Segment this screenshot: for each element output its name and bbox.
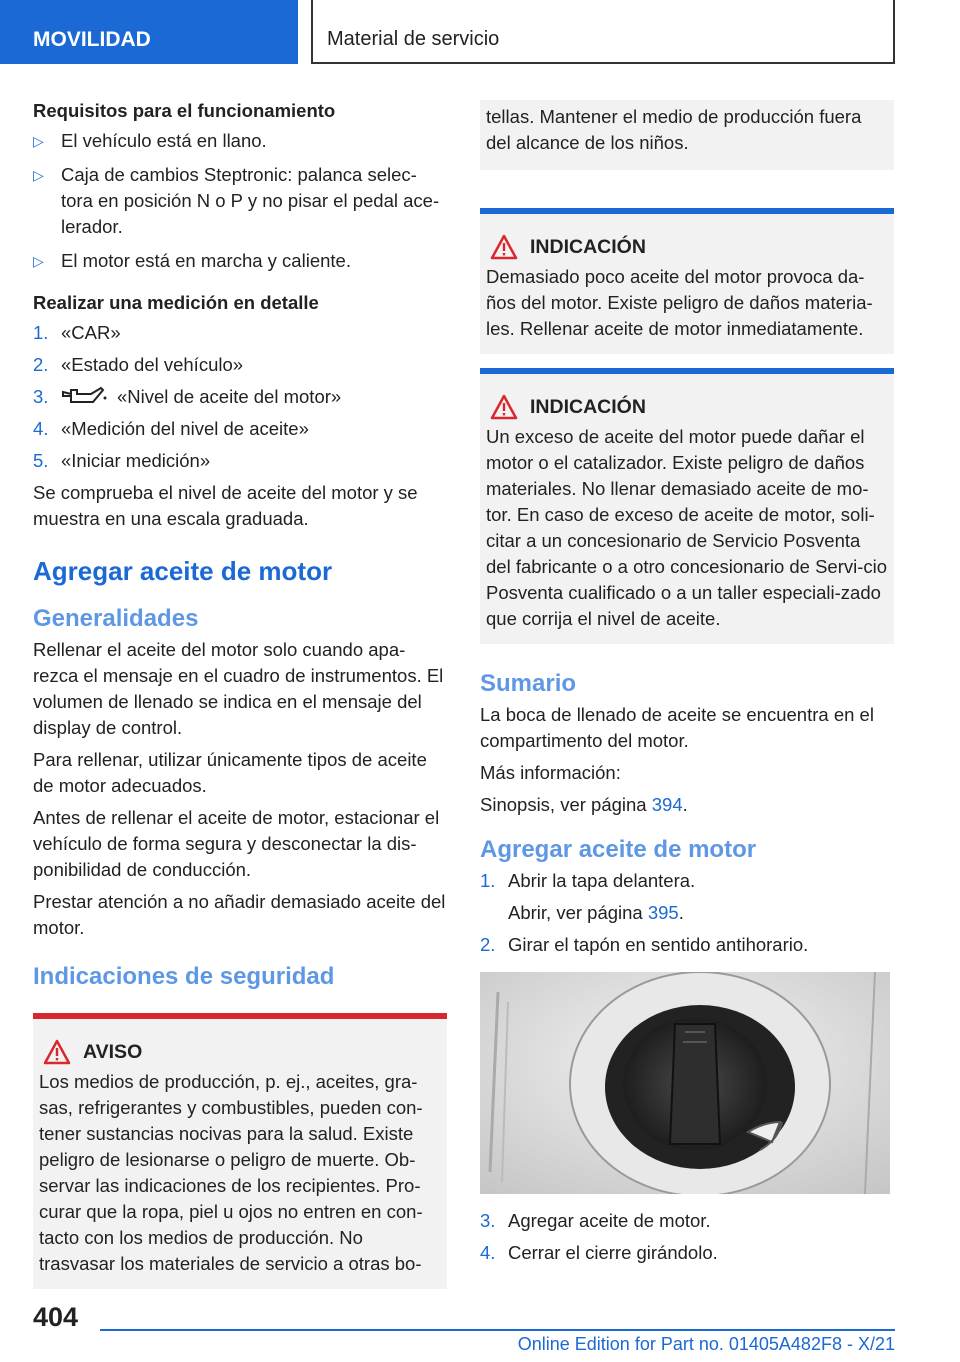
summary-reference: Sinopsis, ver página 394. (480, 794, 688, 815)
oil-can-icon (61, 386, 107, 406)
warning-box-continued (480, 100, 894, 170)
list-item: 4. «Medición del nivel de aceite» (33, 418, 309, 439)
edition-note: Online Edition for Part no. 01405A482F8 - X/21 (517, 1334, 895, 1354)
oil-filler-cap-illustration (480, 972, 890, 1194)
page-number: 404 (33, 1302, 79, 1332)
list-item: ▷ El motor está en marcha y caliente. (33, 248, 447, 274)
warning-triangle-icon (490, 234, 518, 260)
warning-box (33, 1013, 447, 1289)
warning-text-continued: tellas. Mantener el medio de producción fuera del alcance de los niños. (486, 106, 862, 153)
section-tab (0, 0, 298, 64)
notice-title: INDICACIÓN (486, 234, 888, 260)
right-column (480, 100, 894, 1272)
general-paragraph: Rellenar el aceite del motor solo cuando apa‐rezca el mensaje en el cuadro de instrumentos. El volumen de llenado se indica en el mensaje del display de control. (33, 639, 444, 738)
heading-add-oil-steps: Agregar aceite de motor (480, 836, 757, 863)
chapter-title: Material de servicio (327, 28, 500, 50)
requirements-title: Requisitos para el funcionamiento (33, 100, 336, 121)
list-item: Abrir, ver página 395. (508, 902, 684, 923)
summary-paragraph: Más información: (480, 762, 621, 783)
chapter-header (311, 0, 895, 64)
notice-box (480, 368, 894, 644)
heading-safety: Indicaciones de seguridad (33, 963, 335, 990)
footer-divider (100, 1329, 895, 1331)
add-oil-steps-continued (480, 1208, 894, 1266)
list-item: ▷ El vehículo está en llano. (33, 128, 447, 154)
triangle-bullet-icon: ▷ (33, 133, 44, 149)
list-item: 3. Agregar aceite de motor. (480, 1210, 711, 1231)
notice-title: INDICACIÓN (486, 394, 888, 420)
list-item: 4. Cerrar el cierre girándolo. (480, 1242, 718, 1263)
oil-filler-cap-photo (480, 972, 890, 1194)
triangle-bullet-icon: ▷ (33, 253, 44, 269)
list-item: ▷ Caja de cambios Steptronic: palanca selec‐tora en posición N o P y no pisar el pedal ace‐lerador. (33, 164, 440, 237)
warning-triangle-icon (490, 394, 518, 420)
detail-steps (33, 320, 447, 474)
triangle-bullet-icon: ▷ (33, 167, 44, 183)
general-paragraph: Prestar atención a no añadir demasiado aceite del motor. (33, 891, 446, 938)
page-link[interactable]: 394 (651, 794, 683, 815)
heading-general: Generalidades (33, 605, 199, 632)
detail-result: Se comprueba el nivel de aceite del motor y se muestra en una escala graduada. (33, 482, 418, 529)
detail-title: Realizar una medición en detalle (33, 292, 319, 313)
heading-add-oil: Agregar aceite de motor (33, 556, 333, 586)
add-oil-steps (480, 868, 894, 958)
general-paragraph: Antes de rellenar el aceite de motor, estacionar el vehículo de forma segura y desconectar la dis‐ponibilidad de conducción. (33, 807, 440, 880)
list-item: 2. «Estado del vehículo» (33, 354, 244, 375)
section-title: MOVILIDAD (33, 28, 151, 51)
list-item: 1. Abrir la tapa delantera. (480, 870, 696, 891)
list-item: 2. Girar el tapón en sentido antihorario. (480, 934, 809, 955)
warning-text: Los medios de producción, p. ej., aceites, gra‐sas, refrigerantes y combustibles, pueden con‐tener sustancias nocivas para la salud. Existe peligro de lesionarse o peligro de muerte. Ob‐servar las indicaciones de los recipientes. Pro‐curar que la ropa, piel u ojos no entren en con‐tacto con los medios de producción. No trasvasar los materiales de servicio a otras bo‐ (39, 1071, 423, 1274)
notice-text: Demasiado poco aceite del motor provoca da‐ños del motor. Existe peligro de daños materia‐les. Rellenar aceite de motor inmediatamente. (486, 266, 873, 339)
list-item: 1. «CAR» (33, 322, 121, 343)
heading-summary: Sumario (480, 670, 577, 697)
list-item: 5. «Iniciar medición» (33, 450, 211, 471)
warning-triangle-icon (43, 1039, 71, 1065)
page-link[interactable]: 395 (647, 902, 679, 923)
notice-text: Un exceso de aceite del motor puede dañar el motor o el catalizador. Existe peligro de daños materiales. No llenar demasiado aceite de mo‐tor. En caso de exceso de aceite de motor, soli‐citar a un concesionario de Servicio Posventa del fabricante o a otro concesionario de Servi‐cio Posventa cualificado o a un taller especiali‐zado que corrija el nivel de aceite. (486, 426, 888, 629)
left-column (33, 100, 447, 1289)
warning-title: AVISO (39, 1039, 441, 1065)
requirements-list (33, 128, 447, 274)
summary-paragraph: La boca de llenado de aceite se encuentra en el compartimento del motor. (480, 704, 874, 751)
notice-box (480, 208, 894, 354)
general-paragraph: Para rellenar, utilizar únicamente tipos de aceite de motor adecuados. (33, 749, 427, 796)
list-item: 3. «Nivel de aceite del motor» (33, 386, 342, 407)
